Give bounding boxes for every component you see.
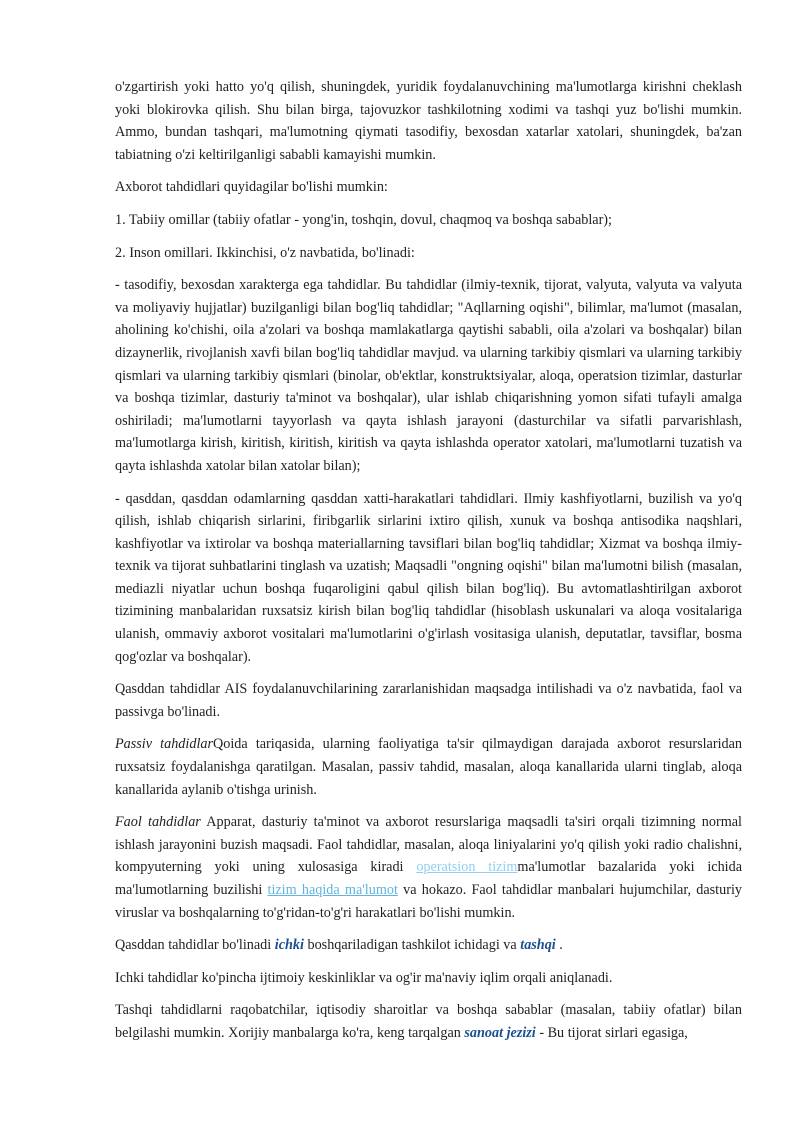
paragraph-threats-heading: Axborot tahdidlari quyidagilar bo'lishi mumkin: [115, 179, 388, 196]
internal-external-text-a: Qasddan tahdidlar bo'linadi [115, 937, 275, 954]
active-threats-text-c: va hokazo. Faol tahdidlar manbalari hujumchilar, dasturiy viruslar va boshqalarning to'g'ridan-to'g'ri harakatlari bo'lishi mumkin. [115, 882, 742, 921]
link-system-info[interactable]: tizim haqida ma'lumot [267, 882, 398, 898]
paragraph-ais-threats: Qasddan tahdidlar AIS foydalanuvchilarining zararlanishidan maqsadga intilishadi va o'z navbatida, faol va passivga bo'linadi. [115, 681, 742, 720]
keyword-internal: ichki [274, 937, 304, 954]
link-operating-system[interactable]: operatsion tizim [416, 859, 518, 876]
paragraph-accidental-threats: - tasodifiy, bexosdan xarakterga ega tahdidlar. Bu tahdidlar (ilmiy-texnik, tijorat, valyuta, valyuta va valyuta va moliyaviy hujjatlar) buzilganligi bilan bog'liq tahdidlar; "Aqllarning oqishi", bilimlar, ma'lumot (masalan, aholining ko'chishi, oila a'zolari va boshqa mamlakatlarga qaytishi sababli, oila a'zolari va boshqalar) bilan dizaynerlik, rivojlanish xavfi bilan bog'liq tahdidlar mavjud. va ularning tarkibiy qismlari va ularning tarkibiy qismlari va ularning tarkibiy qismlari (binolar, ob'ektlar, konstruktsiyalar, aloqa, operatsion tizimlar, dasturlar va boshqa tizimlar, dasturiy ta'minot va boshqalar), ular ishlab chiqarishning yomon sifati tufayli amalga oshiriladi; ma'lumotlarni tayyorlash va qayta ishlash jarayoni (dasturchilar va sifatli parvarishlash, ma'lumotlarga kirish, kiritish, kiritish, kiritish va qayta ishlashda operator xatolari, ma'lumotlarni tuzatish va qayta ishlashda xatolar bilan xatolar bilan); [115, 277, 742, 474]
paragraph-intentional-threats: - qasddan, qasddan odamlarning qasddan xatti-harakatlari tahdidlari. Ilmiy kashfiyotlarni, buzilish va yo'q qilish, ishlab chiqarish sirlarini, firibgarlik sirlarini ixtiro qilish, xunuk va boshqa antisodika naqshlari, kashfiyotlar va ixtirolar va boshqa materiallarning tavsiflari bilan bog'liq tahdidlar; Xizmat va boshqa ilmiy-texnik va tijorat suhbatlarini tinglash va uzatish; Maqsadli "ongning oqishi" bilan ma'lumotni bilish (masalan, mediazli niyatlar uchun boshqa fuqaroligini qabul qilish bilan bog'liq). Bu avtomatlashtirilgan axborot tizimining manbalaridan ruxsatsiz kirish bilan bog'liq tahdidlar (hisoblash uskunalari va aloqa vositalariga ulanish, ommaviy axborot vositalari ma'lumotlarini o'g'irlash vositasiga ulanish, deputatlar, tavsiflar, bosma qog'ozlar va boshqalar). [115, 490, 742, 665]
internal-external-text-c: . [555, 937, 563, 954]
active-threats-text-a: Apparat, dasturiy ta'minot va axborot resurslariga maqsadli ta'siri orqali tizimning normal ishlash jarayonini buzish maqsadi. Faol tahdidlar, masalan, aloqa liniyalarini yo'q qilish yoki radio chalishni, kompyuterning yoki uning xulosasiga kiradi [115, 814, 742, 876]
paragraph-internal-threats: Ichki tahdidlar ko'pincha ijtimoiy keskinliklar va og'ir ma'naviy iqlim orqali aniqlanadi. [115, 969, 613, 986]
term-passive-threats: Passiv tahdidlar [115, 736, 213, 753]
paragraph-external-threats [115, 999, 742, 1044]
paragraph-intro: o'zgartirish yoki hatto yo'q qilish, shuningdek, yuridik foydalanuvchining ma'lumotlarga kirishni cheklash yoki blokirovka qilish. Shu bilan birga, tajovuzkor tashkilotning xodimi va tashqi yuz bo'lishi mumkin. Ammo, bundan tashqari, ma'lumotning qiymati tasodifiy, bexosdan xatarlar xatolari, shuningdek, ba'zan tabiatning o'zi keltirilganligi sababli kamayishi mumkin. [115, 79, 742, 163]
paragraph-active-threats [115, 811, 742, 924]
external-threats-text-b: - Bu tijorat sirlari egasiga, [535, 1024, 688, 1041]
keyword-external: tashqi [520, 937, 556, 954]
paragraph-passive-threats [115, 733, 742, 801]
passive-threats-text: Qoida tariqasida, ularning faoliyatiga ta'sir qilmaydigan darajada axborot resurslaridan ruxsatsiz foydalanishga qaratilgan. Masalan, passiv tahdid, masalan, aloqa kanallarida ularni tinglab, aloqa kanallarida aylanib o'tishga urinish. [115, 736, 742, 798]
paragraph-internal-external [115, 934, 742, 957]
external-threats-text-a: Tashqi tahdidlarni raqobatchilar, iqtisodiy sharoitlar va boshqa sabablar (masalan, tabiiy ofatlar) bilan belgilashi mumkin. Xorijiy manbalarga ko'ra, keng tarqalgan [115, 1002, 742, 1041]
list-item-human-factors: 2. Inson omillari. Ikkinchisi, o'z navbatida, bo'linadi: [115, 244, 415, 261]
internal-external-text-b: boshqariladigan tashkilot ichidagi va [303, 937, 521, 954]
term-active-threats: Faol tahdidlar [115, 814, 201, 831]
keyword-industrial-espionage: sanoat jezizi [464, 1024, 536, 1041]
list-item-natural-factors: 1. Tabiiy omillar (tabiiy ofatlar - yong'in, toshqin, dovul, chaqmoq va boshqa sabablar); [115, 211, 612, 228]
active-threats-text-b: ma'lumotlar bazalarida yoki ichida ma'lumotlarning buzilishi [115, 859, 742, 898]
